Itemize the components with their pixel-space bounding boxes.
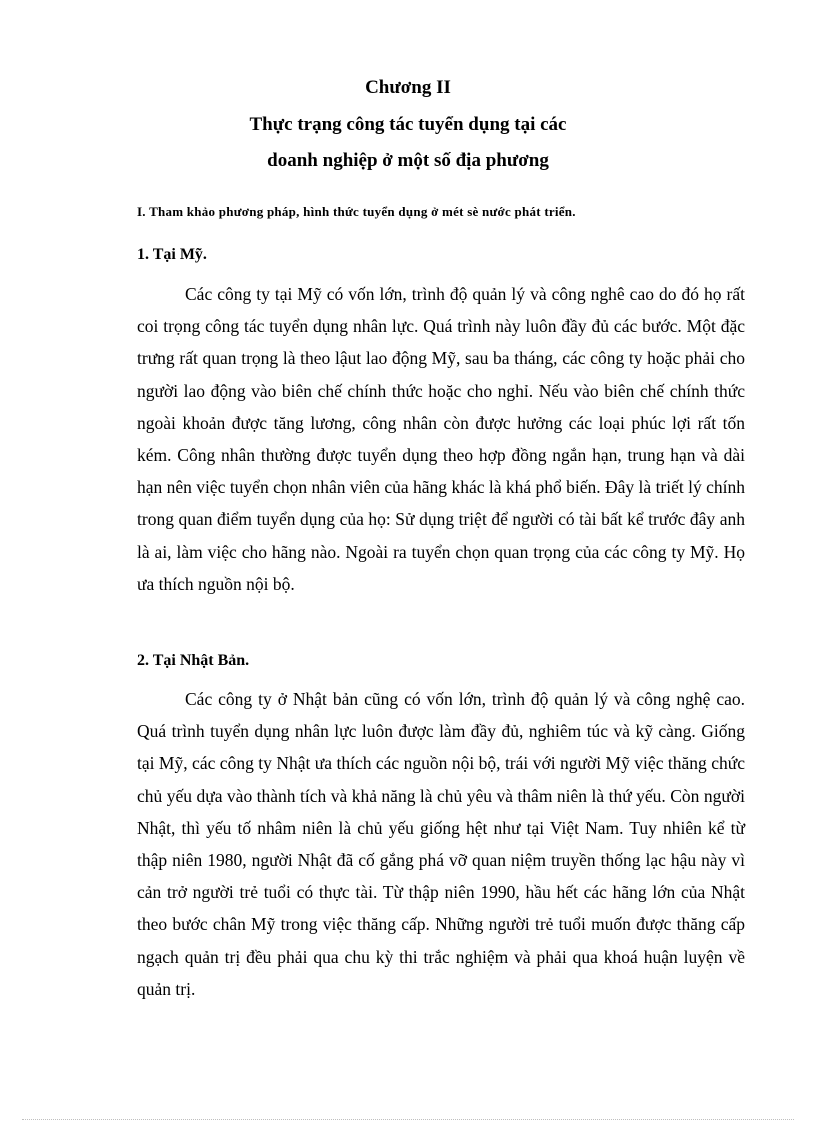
paragraph-usa: Các công ty tại Mỹ có vốn lớn, trình độ quản lý và công nghê cao do đó họ rất coi trọng công tác tuyển dụng nhân lực. Quá trình này luôn đầy đủ các bước. Một đặc trưng rất quan trọng là theo lậut lao động Mỹ, sau ba tháng, các công ty hoặc phải cho người lao động vào biên chế chính thức hoặc cho nghỉ. Nếu vào biên chế chính thức ngoài khoản được tăng lương, công nhân còn được hưởng các loại phúc lợi rất tốn kém. Công nhân thường được tuyển dụng theo hợp đồng ngắn hạn, trung hạn và dài hạn nên việc tuyển chọn nhân viên của hãng khác là khá phổ biến. Đây là triết lý chính trong quan điểm tuyển dụng của họ: Sử dụng triệt để người có tài bất kể trước đây anh là ai, làm việc cho hãng nào. Ngoài ra tuyển chọn quan trọng của các công ty Mỹ. Họ ưa thích nguồn nội bộ. (137, 284, 745, 594)
paragraph-japan: Các công ty ở Nhật bản cũng có vốn lớn, trình độ quản lý và công nghệ cao. Quá trình tuyển dụng nhân lực luôn được làm đầy đủ, nghiêm túc và kỹ càng. Giống tại Mỹ, các công ty Nhật ưa thích các nguồn nội bộ, trái với người Mỹ việc thăng chức chủ yếu dựa vào thành tích và khả năng là chủ yêu và thâm niên là thứ yếu. Còn người Nhật, thì yếu tố nhâm niên là chủ yếu giống hệt như tại Việt Nam. Tuy nhiên kể từ thập niên 1980, người Nhật đã cố gắng phá vỡ quan niệm truyền thống lạc hậu này vì cản trở người trẻ tuổi có thực tài. Từ thập niên 1990, hầu hết các hãng lớn của Nhật theo bước chân Mỹ trong việc thăng cấp. Những người trẻ tuổi muốn được thăng cấp ngạch quản trị đều phải qua chu kỳ thi trắc nghiệm và phải qua khoá huận luyện về quản trị. (137, 689, 745, 999)
chapter-title-line-1: Thực trạng công tác tuyển dụng tại các (249, 114, 567, 135)
chapter-number: Chương II (365, 77, 451, 98)
subsection-heading-japan: 2. Tại Nhật Bản. (137, 652, 250, 669)
subsection-heading-usa: 1. Tại Mỹ. (137, 246, 207, 263)
chapter-title-line-2: doanh nghiệp ở một số địa phương (267, 150, 549, 171)
section-heading: I. Tham khảo phương pháp, hình thức tuyển dụng ở mét sè nước phát triển. (137, 204, 576, 219)
page-bottom-divider (22, 1119, 794, 1120)
